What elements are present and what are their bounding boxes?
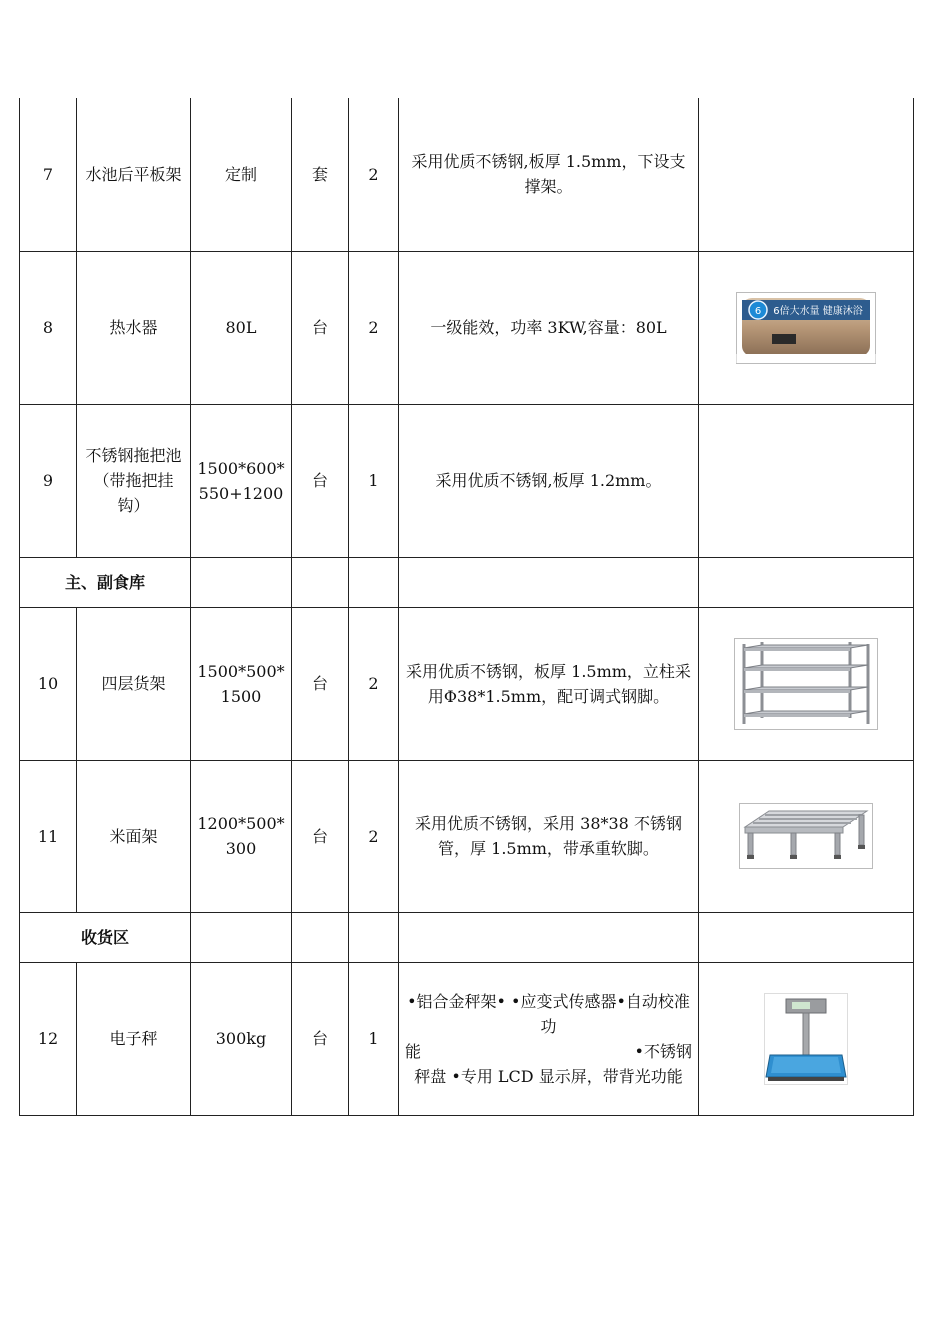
item-image-cell (699, 404, 914, 557)
table-row (20, 607, 914, 760)
table-row (20, 404, 914, 557)
item-unit: 台 (292, 607, 349, 760)
item-unit: 台 (292, 760, 349, 912)
section-row (20, 557, 914, 607)
item-name: 热水器 (77, 251, 191, 404)
item-quantity: 2 (349, 98, 399, 251)
table-row (20, 962, 914, 1115)
item-spec: 1200*500*300 (191, 760, 292, 912)
item-name: 四层货架 (77, 607, 191, 760)
item-description: 采用优质不锈钢,板厚 1.2mm。 (399, 404, 699, 557)
item-quantity: 1 (349, 962, 399, 1115)
item-description: 采用优质不锈钢，采用 38*38 不锈钢管，厚 1.5mm，带承重软脚。 (399, 760, 699, 912)
item-description: 采用优质不锈钢,板厚 1.5mm，下设支撑架。 (399, 98, 699, 251)
item-description: 一级能效，功率 3KW,容量：80L (399, 251, 699, 404)
section-row (20, 912, 914, 962)
item-description: 采用优质不锈钢，板厚 1.5mm，立柱采用Φ38*1.5mm，配可调式钢脚。 (399, 607, 699, 760)
equipment-spec-table (19, 98, 914, 1116)
water-heater-photo (736, 292, 876, 364)
rice-flour-rack-photo (739, 803, 873, 869)
item-number: 12 (20, 962, 77, 1115)
electronic-scale-photo (764, 993, 848, 1085)
description-line: 秤盘 (414, 1066, 447, 1086)
item-unit: 台 (292, 962, 349, 1115)
table-row (20, 760, 914, 912)
item-image-cell (699, 962, 914, 1115)
item-name: 水池后平板架 (77, 98, 191, 251)
item-image-cell (699, 607, 914, 760)
item-spec: 300kg (191, 962, 292, 1115)
item-number: 11 (20, 760, 77, 912)
item-image-cell (699, 760, 914, 912)
item-name: 米面架 (77, 760, 191, 912)
four-tier-shelf-photo (734, 638, 878, 730)
svg-text:6: 6 (754, 305, 762, 317)
description-line: •专用 LCD 显示屏，带背光功能 (451, 1066, 683, 1086)
description-line-pair (405, 1039, 692, 1064)
item-description (399, 962, 699, 1115)
item-number: 8 (20, 251, 77, 404)
description-line: 能 (405, 1041, 422, 1061)
item-image-cell (699, 98, 914, 251)
item-number: 9 (20, 404, 77, 557)
item-number: 7 (20, 98, 77, 251)
item-name: 电子秤 (77, 962, 191, 1115)
section-title: 主、副食库 (20, 557, 191, 607)
table-row (20, 98, 914, 251)
item-image-cell (699, 251, 914, 404)
item-unit: 套 (292, 98, 349, 251)
item-quantity: 2 (349, 251, 399, 404)
item-unit: 台 (292, 404, 349, 557)
description-line: •铝合金秤架• •应变式传感器•自动校准功 (407, 991, 690, 1036)
item-spec: 1500*500*1500 (191, 607, 292, 760)
item-quantity: 2 (349, 760, 399, 912)
item-quantity: 2 (349, 607, 399, 760)
section-title: 收货区 (20, 912, 191, 962)
item-unit: 台 (292, 251, 349, 404)
item-spec: 定制 (191, 98, 292, 251)
item-spec: 1500*600*550+1200 (191, 404, 292, 557)
table-row (20, 251, 914, 404)
item-quantity: 1 (349, 404, 399, 557)
item-spec: 80L (191, 251, 292, 404)
item-number: 10 (20, 607, 77, 760)
water-heater-slogan: 6倍大水量 健康沐浴 (773, 305, 863, 317)
description-line: •不锈钢 (634, 1041, 692, 1061)
item-name: 不锈钢拖把池（带拖把挂钩） (77, 404, 191, 557)
